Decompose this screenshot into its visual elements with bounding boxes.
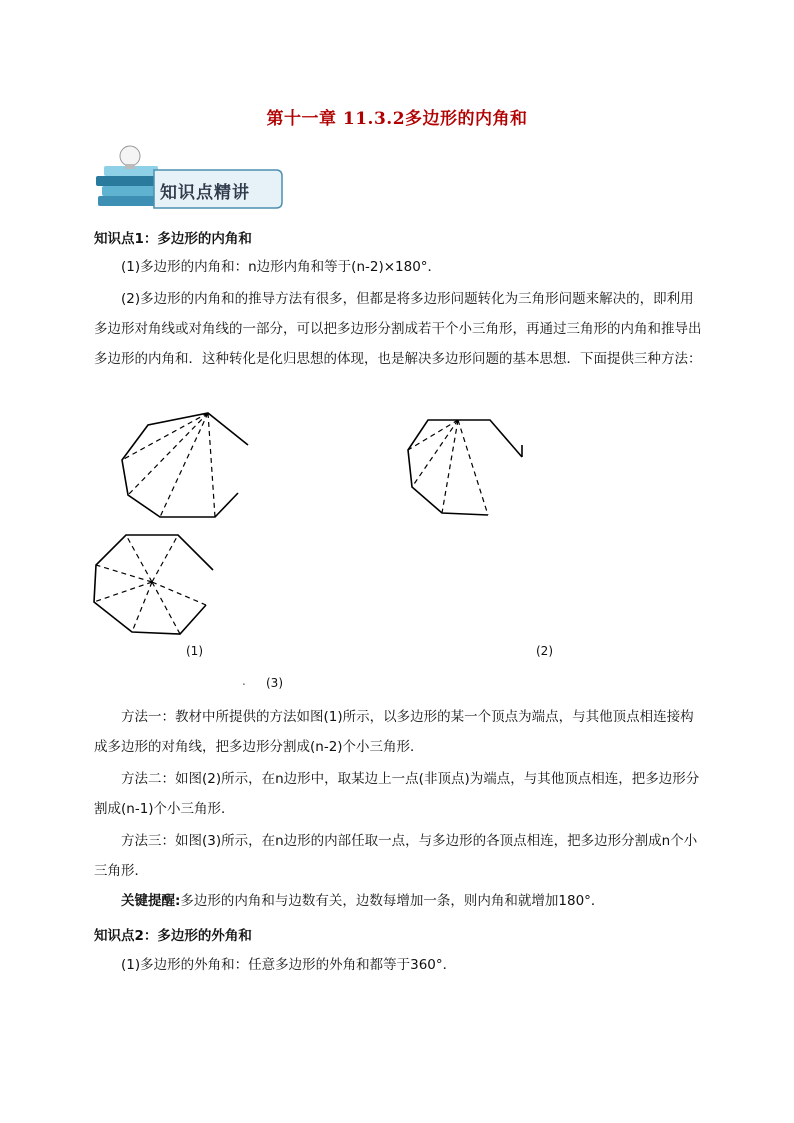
section1-p1: (1)多边形的内角和：n边形内角和等于(n-2)×180°． — [121, 259, 442, 275]
figure-2-octagon-side-point — [400, 405, 530, 530]
method-2: 方法二：如图(2)所示，在n边形中，取某边上一点(非顶点)为端点，与其他顶点相连，把多边形分割成(n-1)个小三角形． — [94, 771, 700, 817]
badge-label: 知识点精讲 — [160, 183, 250, 203]
section2-heading: 知识点2：多边形的外角和 — [94, 928, 252, 944]
figure-1-octagon-vertex-diagonals — [110, 405, 260, 530]
figure-1-caption: (1) — [186, 644, 203, 658]
section1-p2: (2)多边形的内角和的推导方法有很多，但都是将多边形问题转化为三角形问题来解决的，即利用多边形对角线或对角线的一部分，可以把多边形分割成若干个小三角形，再通过三角形的内角和推导出多边形的内角和．这种转化是化归思想的体现，也是解决多边形问题的基本思想．下面提供三种方法： — [94, 291, 702, 367]
page-title: 第十一章 11.3.2多边形的内角和 — [266, 109, 528, 129]
figure-3-caption: (3) — [266, 676, 283, 690]
section1-heading: 知识点1：多边形的内角和 — [94, 231, 252, 247]
key-reminder — [94, 886, 706, 916]
section2-p1: (1)多边形的外角和：任意多边形的外角和都等于360°． — [121, 957, 457, 973]
key-text: 多边形的内角和与边数有关，边数每增加一条，则内角和就增加180°． — [180, 893, 605, 909]
key-label: 关键提醒: — [121, 893, 181, 909]
stray-dot: . — [242, 674, 246, 688]
figure-2-caption: (2) — [536, 644, 553, 658]
method-1: 方法一：教材中所提供的方法如图(1)所示，以多边形的某一个顶点为端点，与其他顶点相连接构成多边形的对角线，把多边形分割成(n-2)个小三角形． — [94, 709, 694, 755]
figure-3-octagon-interior-point — [88, 530, 218, 640]
method-3: 方法三：如图(3)所示，在n边形的内部任取一点，与多边形的各顶点相连，把多边形分割成n个小三角形． — [94, 833, 698, 879]
